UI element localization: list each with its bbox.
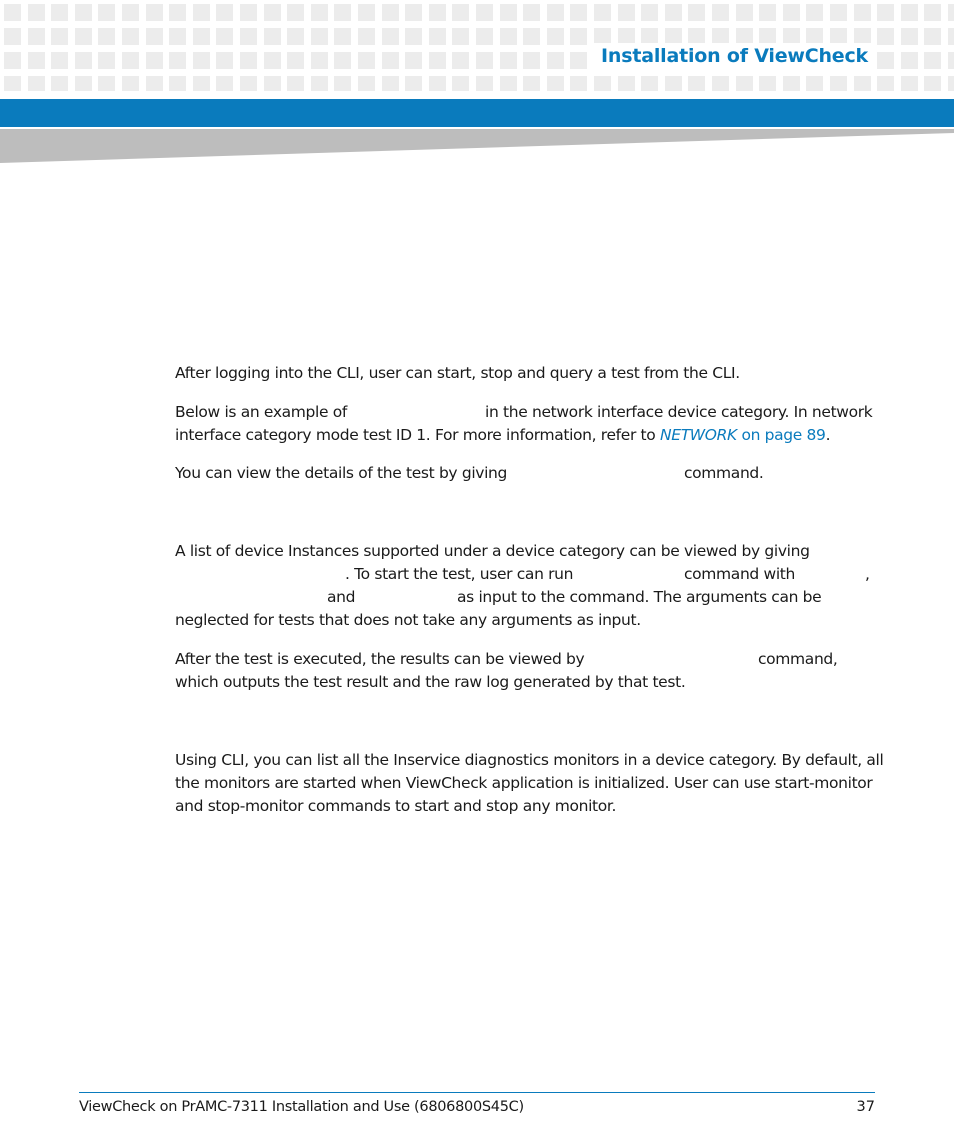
header-tile	[382, 4, 399, 21]
header-tile	[122, 52, 139, 69]
header-tile	[736, 4, 753, 21]
header-tile	[759, 76, 776, 91]
header-tile	[264, 52, 281, 69]
text-span: interface category mode test ID 1. For more information, refer to	[175, 426, 656, 444]
footer-document-title: ViewCheck on PrAMC-7311 Installation and Use (6806800S45C)	[79, 1099, 524, 1115]
header-tile	[783, 4, 800, 21]
text-span: command,	[758, 650, 838, 668]
header-tile	[712, 76, 729, 91]
header-tile	[122, 76, 139, 91]
header-tile	[665, 4, 682, 21]
header-tile	[98, 4, 115, 21]
text-span: After the test is executed, the results can be viewed by	[175, 650, 585, 668]
header-tile	[287, 76, 304, 91]
paragraph-test-details	[175, 462, 875, 485]
header-tile	[476, 52, 493, 69]
header-tile	[264, 28, 281, 45]
page-reference-link[interactable]: on page 89	[741, 426, 826, 444]
header-tile	[4, 52, 21, 69]
header-tile	[75, 52, 92, 69]
header-tile	[405, 76, 422, 91]
header-tile	[216, 52, 233, 69]
header-tile	[216, 4, 233, 21]
header-tile	[4, 28, 21, 45]
header-tile	[618, 76, 635, 91]
header-tile	[358, 28, 375, 45]
header-tile	[452, 4, 469, 21]
header-tile	[948, 76, 954, 91]
header-tile	[570, 28, 587, 45]
header-tile	[216, 28, 233, 45]
header-gray-wedge	[0, 129, 954, 163]
header-tile	[264, 76, 281, 91]
header-tile	[948, 4, 954, 21]
header-tile	[75, 76, 92, 91]
header-tile	[877, 76, 894, 91]
header-tile	[924, 52, 941, 69]
text-line: Using CLI, you can list all the Inservice diagnostics monitors in a device category. By default, all	[175, 751, 884, 769]
header-tile	[901, 28, 918, 45]
header-tile	[240, 4, 257, 21]
text-span: .	[825, 426, 831, 444]
header-tile	[594, 4, 611, 21]
header-tile	[924, 4, 941, 21]
header-tile	[311, 76, 328, 91]
header-tile	[240, 28, 257, 45]
header-tile	[854, 4, 871, 21]
text-line: After logging into the CLI, user can start, stop and query a test from the CLI.	[175, 364, 740, 382]
header-tile	[4, 76, 21, 91]
header-tile	[641, 4, 658, 21]
header-tile	[382, 76, 399, 91]
header-tile	[193, 52, 210, 69]
header-tile	[547, 4, 564, 21]
header-tile	[240, 52, 257, 69]
header-tile	[476, 4, 493, 21]
header-tile	[452, 52, 469, 69]
header-tile	[98, 76, 115, 91]
text-line	[175, 424, 875, 447]
text-line	[175, 586, 875, 609]
header-tile	[311, 52, 328, 69]
paragraph-results	[175, 648, 875, 694]
header-tile	[28, 52, 45, 69]
text-line: and stop-monitor commands to start and stop any monitor.	[175, 797, 617, 815]
text-span: command.	[684, 464, 764, 482]
header-tile	[146, 28, 163, 45]
header-tile	[51, 4, 68, 21]
header-tile	[334, 28, 351, 45]
header-tile	[98, 52, 115, 69]
header-tile	[169, 28, 186, 45]
text-line: the monitors are started when ViewCheck application is initialized. User can use start-monitor	[175, 774, 873, 792]
header-tile	[547, 52, 564, 69]
header-tile	[500, 76, 517, 91]
header-tile	[429, 52, 446, 69]
header-tile	[146, 76, 163, 91]
header-tile	[216, 76, 233, 91]
header-tile	[75, 4, 92, 21]
header-tile	[4, 4, 21, 21]
text-line: which outputs the test result and the raw log generated by that test.	[175, 673, 686, 691]
header-tile	[193, 76, 210, 91]
header-tile	[382, 52, 399, 69]
header-tile	[500, 52, 517, 69]
header-tile	[500, 28, 517, 45]
header-tile	[98, 28, 115, 45]
header-tile	[452, 76, 469, 91]
header-tile	[311, 28, 328, 45]
header-tile	[169, 4, 186, 21]
paragraph-device-instances	[175, 540, 875, 632]
header-tile	[665, 76, 682, 91]
text-span: in the network interface device category. In network	[485, 403, 873, 421]
header-tile	[712, 4, 729, 21]
header-tile	[358, 4, 375, 21]
text-span: . To start the test, user can run	[345, 565, 574, 583]
text-span: You can view the details of the test by giving	[175, 464, 508, 482]
header-tile	[405, 28, 422, 45]
header-tile	[901, 4, 918, 21]
header-tile	[523, 52, 540, 69]
text-line	[175, 563, 875, 586]
header-tile	[311, 4, 328, 21]
footer-page-number: 37	[856, 1099, 875, 1115]
header-tile	[264, 4, 281, 21]
page-header-title: Installation of ViewCheck	[593, 43, 872, 69]
header-tile	[948, 52, 954, 69]
header-tile	[358, 52, 375, 69]
header-tile	[28, 28, 45, 45]
text-line	[175, 462, 875, 485]
paragraph-example	[175, 401, 875, 447]
header-tile	[287, 52, 304, 69]
header-tile	[924, 76, 941, 91]
header-tile	[500, 4, 517, 21]
header-tile	[452, 28, 469, 45]
header-tile	[75, 28, 92, 45]
header-tile	[146, 4, 163, 21]
header-tile	[806, 76, 823, 91]
text-line: A list of device Instances supported under a device category can be viewed by giving	[175, 542, 810, 560]
header-tile	[334, 52, 351, 69]
header-tile	[924, 28, 941, 45]
header-tile	[51, 52, 68, 69]
header-tile	[594, 76, 611, 91]
header-tile	[570, 4, 587, 21]
header-tile	[405, 52, 422, 69]
header-tile	[169, 52, 186, 69]
header-tile	[736, 76, 753, 91]
header-tile	[547, 76, 564, 91]
header-tile	[901, 76, 918, 91]
header-tile	[287, 28, 304, 45]
text-line	[175, 648, 875, 671]
text-span: and	[327, 588, 356, 606]
header-tile	[877, 4, 894, 21]
header-tile	[476, 28, 493, 45]
paragraph-intro	[175, 362, 875, 385]
text-span: Below is an example of	[175, 403, 348, 421]
header-tile	[523, 76, 540, 91]
header-tile	[570, 52, 587, 69]
header-tile	[783, 76, 800, 91]
header-tile	[830, 4, 847, 21]
header-blue-band	[0, 99, 954, 127]
header-tile	[688, 4, 705, 21]
header-tile	[193, 4, 210, 21]
text-line	[175, 401, 875, 424]
header-tile	[28, 76, 45, 91]
header-tile	[382, 28, 399, 45]
header-tile	[429, 28, 446, 45]
header-tile	[476, 76, 493, 91]
header-tile	[405, 4, 422, 21]
header-tile	[641, 76, 658, 91]
text-span: ,	[865, 565, 870, 583]
header-tile	[688, 76, 705, 91]
text-span: command with	[684, 565, 795, 583]
text-line: neglected for tests that does not take any arguments as input.	[175, 611, 641, 629]
header-tile	[28, 4, 45, 21]
header-tile	[334, 76, 351, 91]
header-tile	[334, 4, 351, 21]
header-tile	[877, 52, 894, 69]
header-tile	[830, 76, 847, 91]
header-tile	[877, 28, 894, 45]
header-tile	[51, 28, 68, 45]
network-link[interactable]: NETWORK	[660, 426, 737, 444]
header-tile	[122, 4, 139, 21]
text-span: as input to the command. The arguments can be	[457, 588, 822, 606]
header-tile	[901, 52, 918, 69]
header-tile	[240, 76, 257, 91]
header-tile	[429, 4, 446, 21]
paragraph-monitors	[175, 749, 884, 818]
header-tile	[547, 28, 564, 45]
header-tile	[51, 76, 68, 91]
header-tile	[854, 76, 871, 91]
header-tile	[570, 76, 587, 91]
header-tile	[122, 28, 139, 45]
footer-rule	[79, 1092, 875, 1093]
header-tile	[948, 28, 954, 45]
header-tile	[287, 4, 304, 21]
header-tile	[358, 76, 375, 91]
header-tile	[759, 4, 776, 21]
header-tile	[523, 28, 540, 45]
header-tile	[429, 76, 446, 91]
header-tile	[523, 4, 540, 21]
header-tile	[618, 4, 635, 21]
header-tile	[146, 52, 163, 69]
header-tile	[193, 28, 210, 45]
header-tile	[806, 4, 823, 21]
header-tile	[169, 76, 186, 91]
